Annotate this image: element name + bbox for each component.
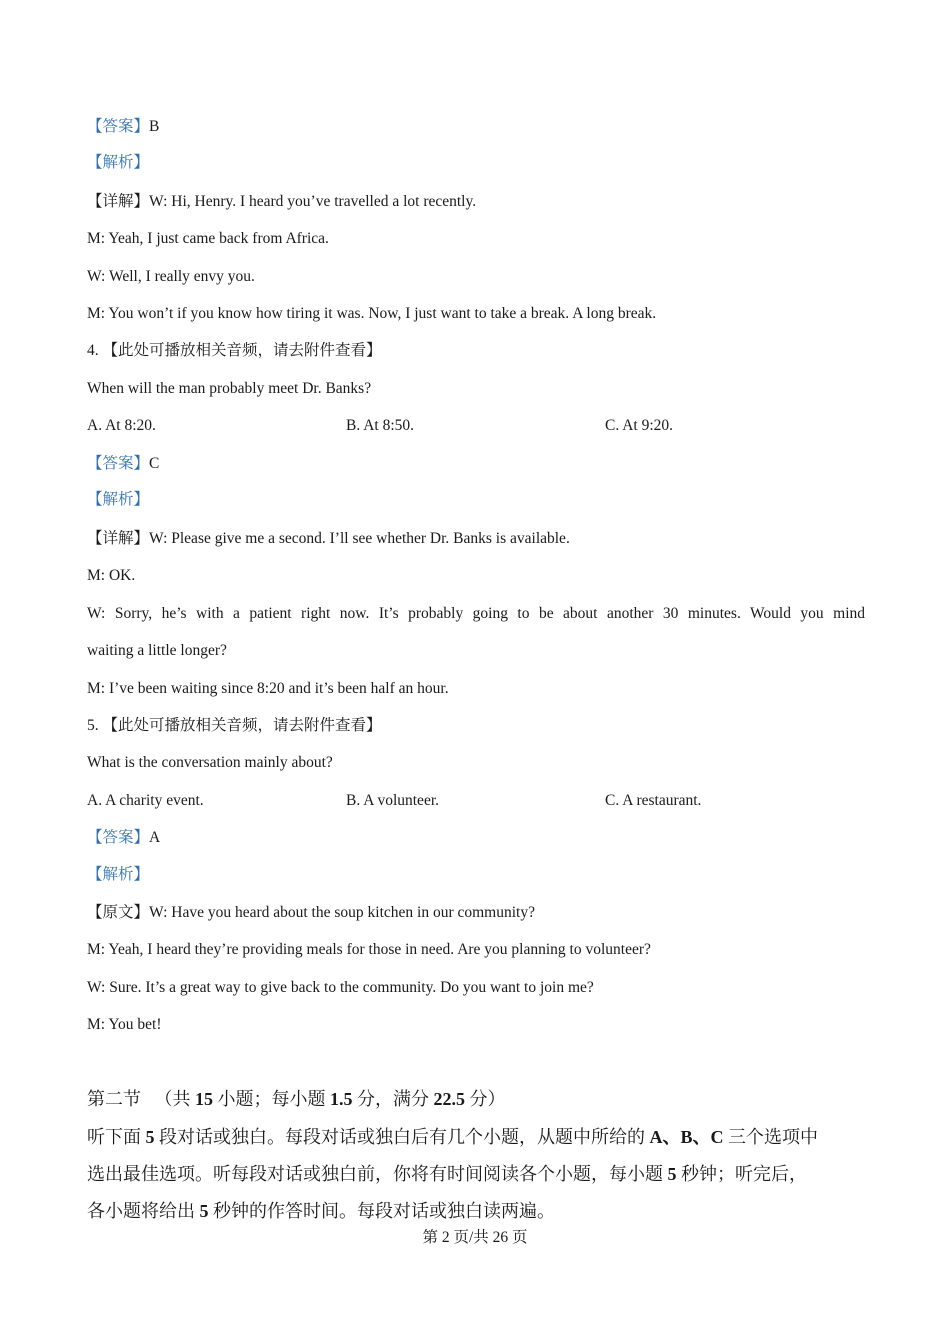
q5-option-b: B. A volunteer. — [346, 792, 439, 809]
q5-option-a: A. A charity event. — [87, 792, 204, 809]
q3-detail-line-1: 【详解】W: Hi, Henry. I heard you’ve travelled a lot recently. — [87, 193, 477, 210]
q5-original-line-1: 【原文】W: Have you heard about the soup kitchen in our community? — [87, 904, 535, 921]
q4-option-a: A. At 8:20. — [87, 417, 156, 434]
answer-value: B — [149, 118, 160, 135]
q4-detail-line-1: 【详解】W: Please give me a second. I’ll see whether Dr. Banks is available. — [87, 530, 570, 547]
answer-tag: 【答案】 — [87, 118, 150, 135]
q5-option-c: C. A restaurant. — [605, 792, 702, 809]
q5-question: What is the conversation mainly about? — [87, 754, 333, 771]
q5-original-line-4: M: You bet! — [87, 1016, 162, 1033]
audio-note[interactable]: 【此处可播放相关音频，请去附件查看】 — [102, 717, 382, 734]
audio-note[interactable]: 【此处可播放相关音频，请去附件查看】 — [102, 342, 382, 359]
q5-answer-line — [87, 828, 160, 848]
q4-analysis-tag: 【解析】 — [87, 491, 150, 508]
answer-tag: 【答案】 — [87, 455, 150, 472]
q4-question: When will the man probably meet Dr. Banks? — [87, 380, 372, 397]
q4-option-c: C. At 9:20. — [605, 417, 674, 434]
q5-original-line-2: M: Yeah, I heard they’re providing meals for those in need. Are you planning to volunteer? — [87, 941, 651, 958]
section2-heading: 第二节 （共 15 小题；每小题 1.5 分，满分 22.5 分） — [87, 1089, 506, 1109]
q3-answer-line — [87, 117, 159, 137]
detail-tag: 【详解】 — [87, 193, 150, 210]
original-tag: 【原文】 — [87, 904, 150, 921]
section2-instruction-line-3: 各小题将给出 5 秒钟的作答时间。每段对话或独白读两遍。 — [87, 1201, 555, 1221]
section2-instruction-line-1: 听下面 5 段对话或独白。每段对话或独白后有几个小题，从题中所给的 A、B、C 三个选项中 — [87, 1127, 819, 1147]
q3-analysis-tag: 【解析】 — [87, 154, 150, 171]
question-number: 4. — [87, 342, 99, 359]
answer-tag: 【答案】 — [87, 829, 150, 846]
answer-value: C — [149, 455, 160, 472]
page-footer: 第 2 页/共 26 页 — [422, 1229, 528, 1246]
q4-detail-line-4: M: I’ve been waiting since 8:20 and it’s been half an hour. — [87, 680, 449, 697]
q5-analysis-tag: 【解析】 — [87, 866, 150, 883]
q3-detail-line-2: M: Yeah, I just came back from Africa. — [87, 230, 329, 247]
q3-detail-line-4: M: You won’t if you know how tiring it was. Now, I just want to take a break. A long break. — [87, 305, 657, 322]
answer-value: A — [149, 829, 161, 846]
q5-original-line-3: W: Sure. It’s a great way to give back to the community. Do you want to join me? — [87, 979, 594, 996]
detail-tag: 【详解】 — [87, 530, 150, 547]
q5-header — [87, 716, 382, 736]
question-number: 5. — [87, 717, 99, 734]
q3-detail-line-3: W: Well, I really envy you. — [87, 268, 255, 285]
q4-option-b: B. At 8:50. — [346, 417, 415, 434]
q4-detail-line-3b: waiting a little longer? — [87, 642, 227, 659]
q4-header — [87, 341, 382, 361]
section2-instruction-line-2: 选出最佳选项。听每段对话或独白前，你将有时间阅读各个小题，每小题 5 秒钟；听完后， — [87, 1164, 807, 1184]
q4-answer-line — [87, 454, 159, 474]
q4-detail-line-2: M: OK. — [87, 567, 136, 584]
q4-detail-line-3a: W: Sorry, he’s with a patient right now. It’s probably going to be about another 30 minutes. Would you mind — [87, 605, 865, 622]
